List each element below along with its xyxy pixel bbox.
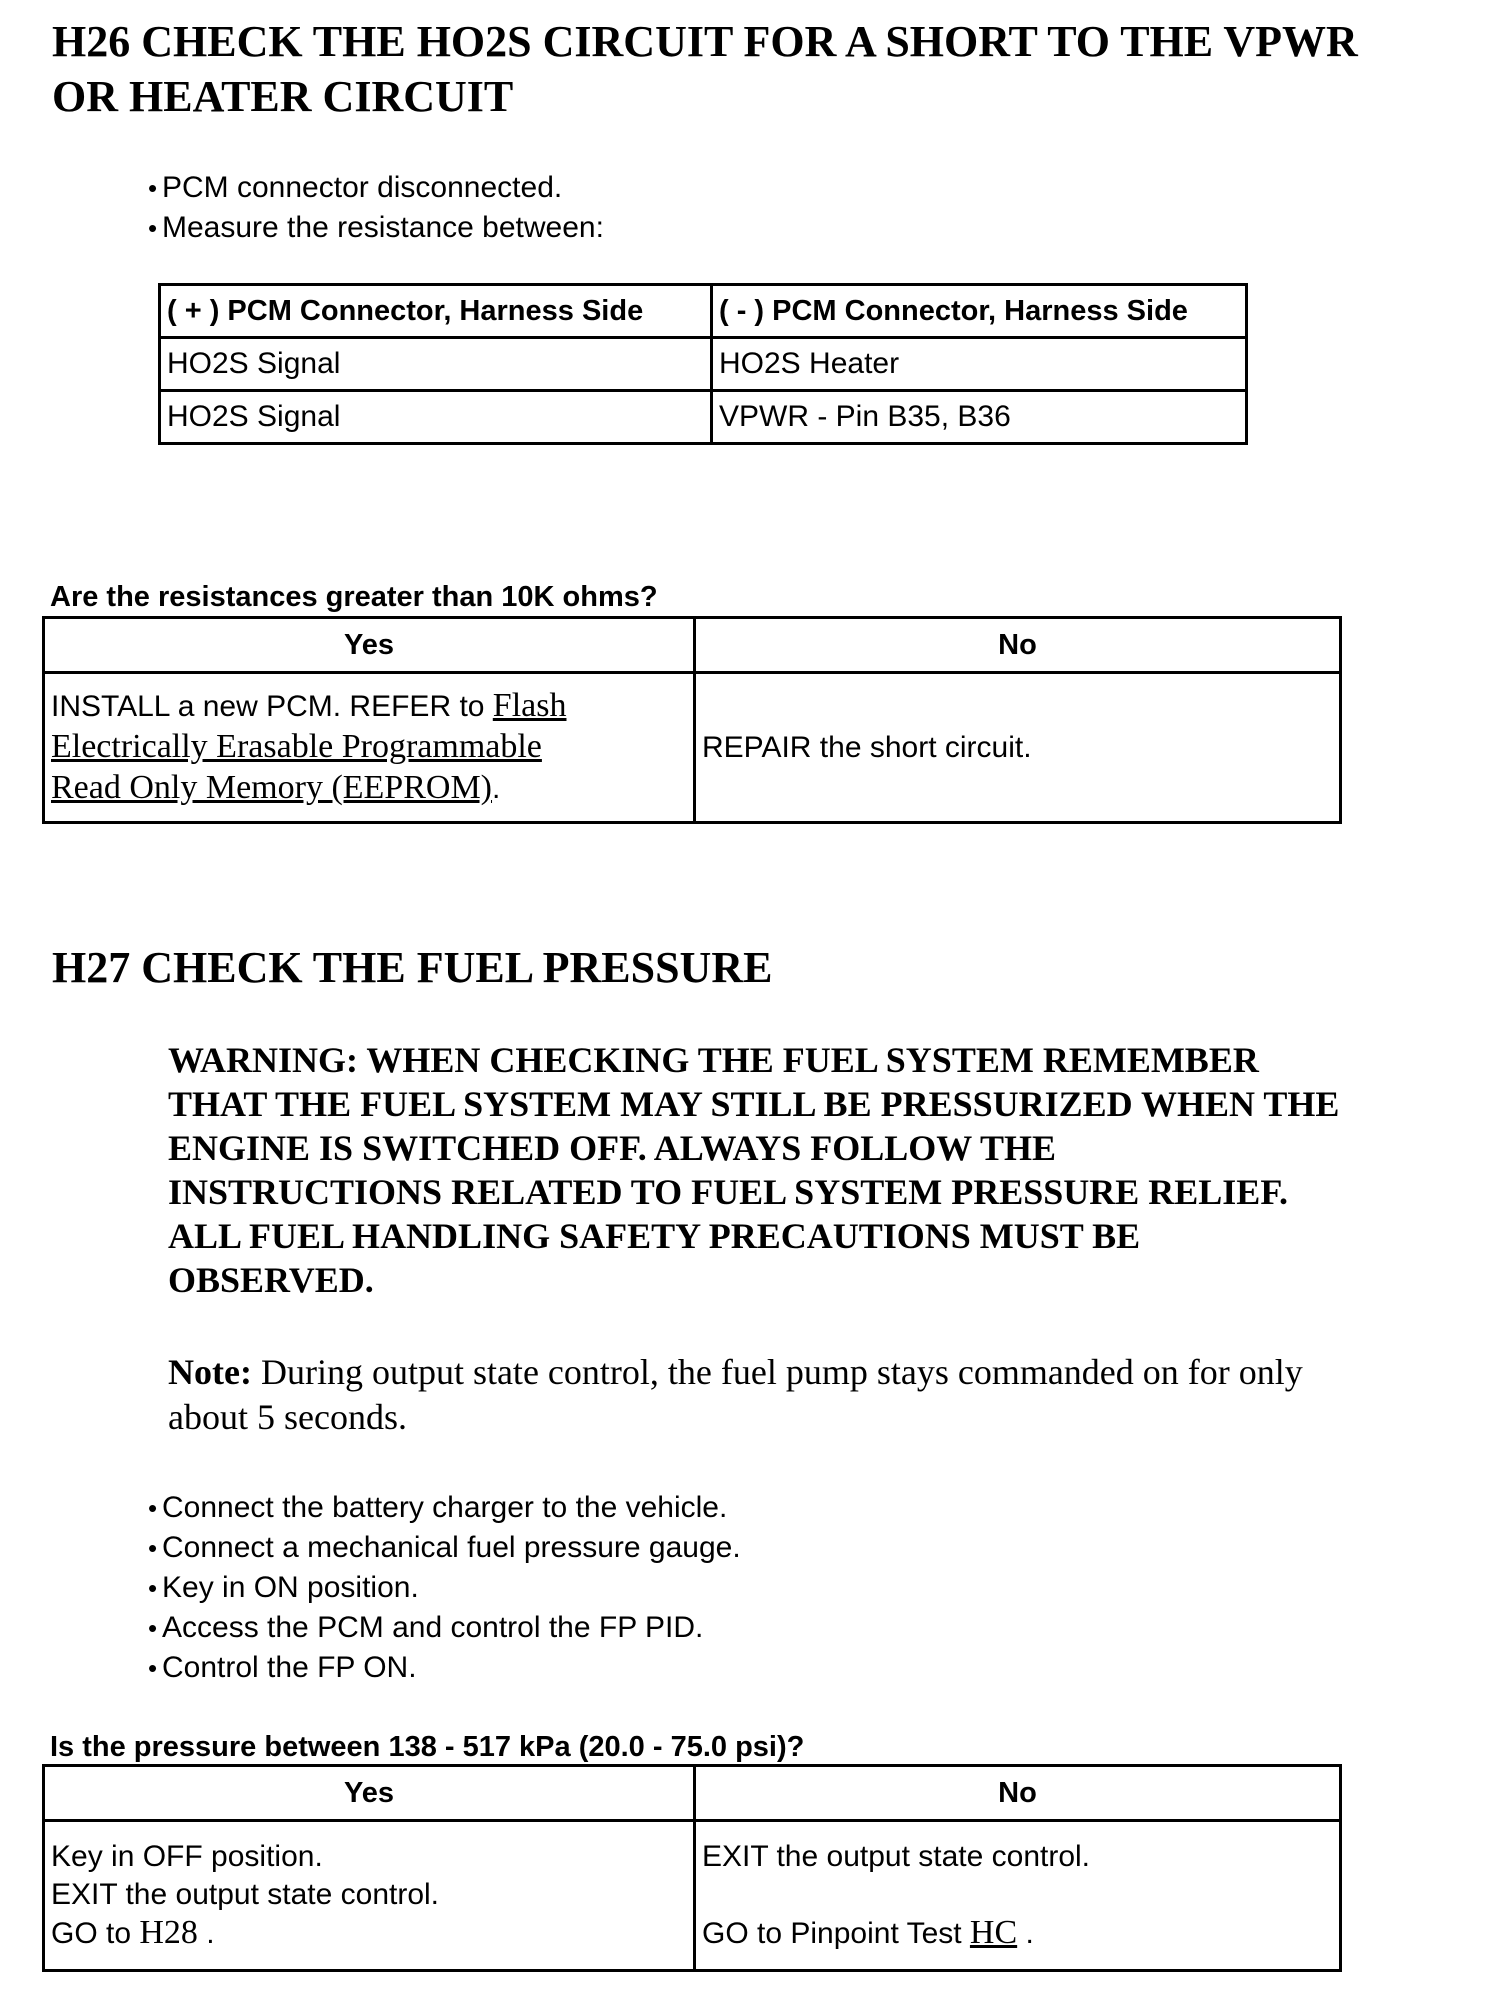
- h27-heading: H27 CHECK THE FUEL PRESSURE: [52, 943, 773, 992]
- h26-yes-no-table: [42, 616, 1342, 824]
- warning-line: ENGINE IS SWITCHED OFF. ALWAYS FOLLOW THE: [168, 1128, 1056, 1168]
- h26-heading-line1: H26 CHECK THE HO2S CIRCUIT FOR A SHORT TO THE VPWR: [52, 17, 1358, 66]
- yes-cell: [44, 1821, 695, 1971]
- yes-header: Yes: [44, 1766, 695, 1821]
- h26-heading-line2: OR HEATER CIRCUIT: [52, 72, 514, 121]
- table-row: [160, 391, 1247, 444]
- table-header-row: [160, 285, 1247, 338]
- h27-warning: [168, 1038, 1339, 1302]
- no-cell: [695, 1821, 1341, 1971]
- table-cell: HO2S Signal: [160, 391, 712, 444]
- yes-header: Yes: [44, 618, 695, 673]
- yes-goto-suffix: .: [197, 1917, 215, 1950]
- no-goto-prefix: GO to Pinpoint Test: [702, 1917, 970, 1950]
- list-item: • Control the FP ON.: [148, 1648, 741, 1688]
- h26-connector-table: [158, 283, 1248, 445]
- no-header: No: [695, 1766, 1341, 1821]
- warning-line: THAT THE FUEL SYSTEM MAY STILL BE PRESSURIZED WHEN THE: [168, 1084, 1340, 1124]
- yes-line2: EXIT the output state control.: [51, 1878, 440, 1911]
- list-item: • PCM connector disconnected.: [148, 168, 604, 208]
- table-header-cell: ( - ) PCM Connector, Harness Side: [712, 285, 1247, 338]
- list-item: • Measure the resistance between:: [148, 208, 604, 248]
- h28-link[interactable]: H28: [139, 1914, 198, 1951]
- yes-text-suffix: .: [492, 772, 501, 805]
- table-row: [44, 673, 1341, 823]
- table-row: [160, 338, 1247, 391]
- warning-line: INSTRUCTIONS RELATED TO FUEL SYSTEM PRESSURE RELIEF.: [168, 1172, 1289, 1212]
- warning-line: ALL FUEL HANDLING SAFETY PRECAUTIONS MUST BE: [168, 1216, 1141, 1256]
- table-cell: HO2S Heater: [712, 338, 1247, 391]
- no-header: No: [695, 618, 1341, 673]
- eeprom-link-line3[interactable]: Read Only Memory (EEPROM): [51, 769, 493, 806]
- h27-yes-no-table: [42, 1764, 1342, 1972]
- table-cell: VPWR - Pin B35, B36: [712, 391, 1247, 444]
- warning-line: WARNING: WHEN CHECKING THE FUEL SYSTEM REMEMBER: [168, 1040, 1259, 1080]
- eeprom-link-line2[interactable]: Electrically Erasable Programmable: [51, 728, 542, 765]
- table-header-row: [44, 618, 1341, 673]
- table-cell: HO2S Signal: [160, 338, 712, 391]
- table-row: [44, 1821, 1341, 1971]
- table-header-row: [44, 1766, 1341, 1821]
- list-item: • Access the PCM and control the FP PID.: [148, 1608, 741, 1648]
- h26-question: Are the resistances greater than 10K ohms?: [50, 581, 658, 613]
- h27-note: [168, 1350, 1303, 1440]
- warning-line: OBSERVED.: [168, 1260, 374, 1300]
- h27-bullet-list: [148, 1488, 741, 1688]
- list-item: • Connect the battery charger to the vehicle.: [148, 1488, 741, 1528]
- note-line1: During output state control, the fuel pump stays commanded on for only: [251, 1352, 1303, 1392]
- no-cell: REPAIR the short circuit.: [695, 673, 1341, 823]
- list-item: • Connect a mechanical fuel pressure gauge.: [148, 1528, 741, 1568]
- no-line1: EXIT the output state control.: [702, 1840, 1091, 1873]
- yes-text-prefix: INSTALL a new PCM. REFER to: [51, 690, 493, 723]
- yes-cell: [44, 673, 695, 823]
- table-header-cell: ( + ) PCM Connector, Harness Side: [160, 285, 712, 338]
- hc-link[interactable]: HC: [969, 1914, 1018, 1951]
- yes-line1: Key in OFF position.: [51, 1840, 323, 1873]
- yes-goto-prefix: GO to: [51, 1917, 140, 1950]
- note-line2: about 5 seconds.: [168, 1397, 407, 1437]
- h26-heading: [52, 14, 1358, 124]
- h26-bullet-list: [148, 168, 604, 248]
- no-goto-suffix: .: [1017, 1917, 1034, 1950]
- h27-question: Is the pressure between 138 - 517 kPa (20.0 - 75.0 psi)?: [50, 1731, 805, 1763]
- list-item: • Key in ON position.: [148, 1568, 741, 1608]
- note-label: Note:: [168, 1352, 252, 1392]
- eeprom-link-line1[interactable]: Flash: [492, 687, 567, 724]
